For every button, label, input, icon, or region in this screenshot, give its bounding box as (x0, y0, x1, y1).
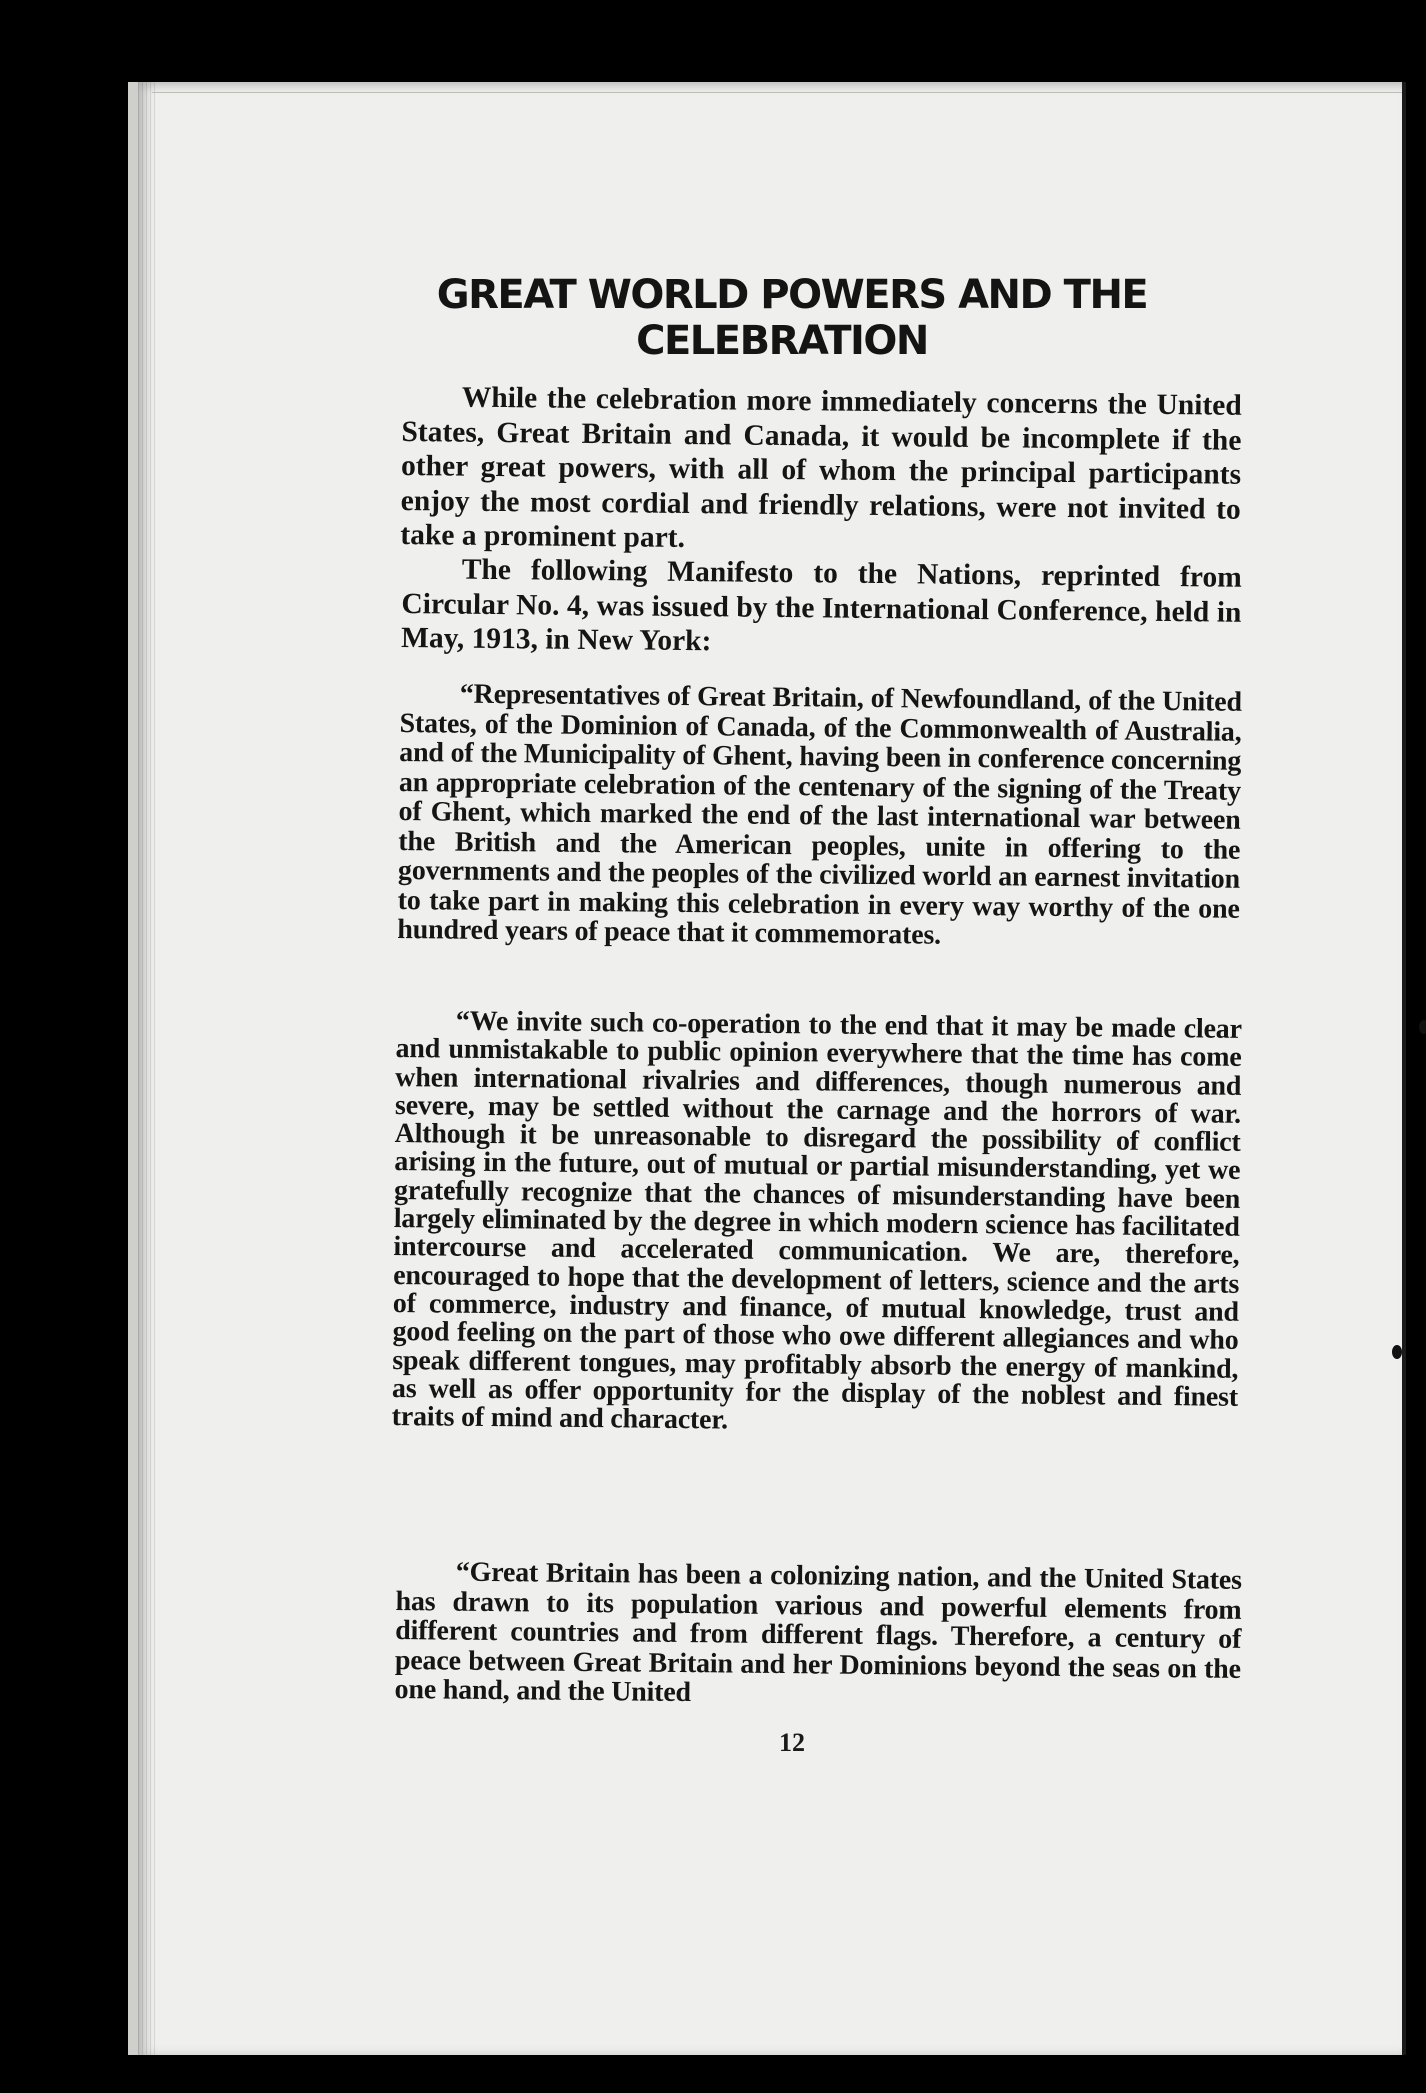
page-title-line-1: GREAT WORLD POWERS AND THE (436, 272, 1148, 318)
page-edge-rule (152, 92, 1406, 93)
page-gutter (138, 82, 156, 2055)
binding-mark (1392, 1345, 1402, 1359)
binding-mark (1419, 1020, 1426, 1034)
manifesto-quote-paragraph-3: “Great Britain has been a colonizing nation, and the United States has drawn to its population various and powerful elements from different countries and from different flags. Therefore, a century of peace between Great Britain and her Dominions beyond the seas on the one hand, and the United (394, 1556, 1242, 1709)
page-title-line-2: CELEBRATION (636, 318, 928, 364)
book-page (128, 82, 1406, 2055)
manifesto-quote-paragraph-1: “Representatives of Great Britain, of Newfoundland, of the United States, of the Dominion of Canada, of the Commonwealth of Australia, and of the Municipality of Ghent, having been in conference concerning an appropriate celebration of the centenary of the signing of the Treaty of Ghent, which marked the end of the last international war between the British and the American peoples, unite in offering to the governments and the peoples of the civilized world an earnest invitation to take part in making this celebration in every way worthy of the one hundred years of peace that it commemorates. (397, 678, 1242, 951)
page-number: 12 (779, 1728, 805, 1757)
intro-paragraph: While the celebration more immediately concerns the United States, Great Britain and Canada, it would be incomplete if the other great powers, with all of whom the principal participants enjoy the most cordial and friendly relations, were not invited to take a prominent part. (400, 381, 1242, 554)
manifesto-intro-paragraph: The following Manifesto to the Nations, reprinted from Circular No. 4, was issued by the International Conference, held in May, 1913, in New York: (400, 553, 1242, 658)
manifesto-quote-paragraph-2: “We invite such co-operation to the end that it may be made clear and unmistakable to public opinion everywhere that the time has come when international rivalries and differences, though numerous and severe, may be settled without the carnage and the horrors of war. Although it be unreasonable to disregard the possibility of conflict arising in the future, out of mutual or partial misunderstanding, yet we gratefully recognize that the chances of misunderstanding have been largely eliminated by the degree in which modern science has facilitated intercourse and accelerated communication. We are, therefore, encouraged to hope that the development of letters, science and the arts of commerce, industry and finance, of mutual knowledge, trust and good feeling on the part of those who owe different allegiances and who speak different tongues, may profitably absorb the energy of mankind, as well as offer opportunity for the display of the noblest and finest traits of mind and character. (391, 1005, 1242, 1436)
